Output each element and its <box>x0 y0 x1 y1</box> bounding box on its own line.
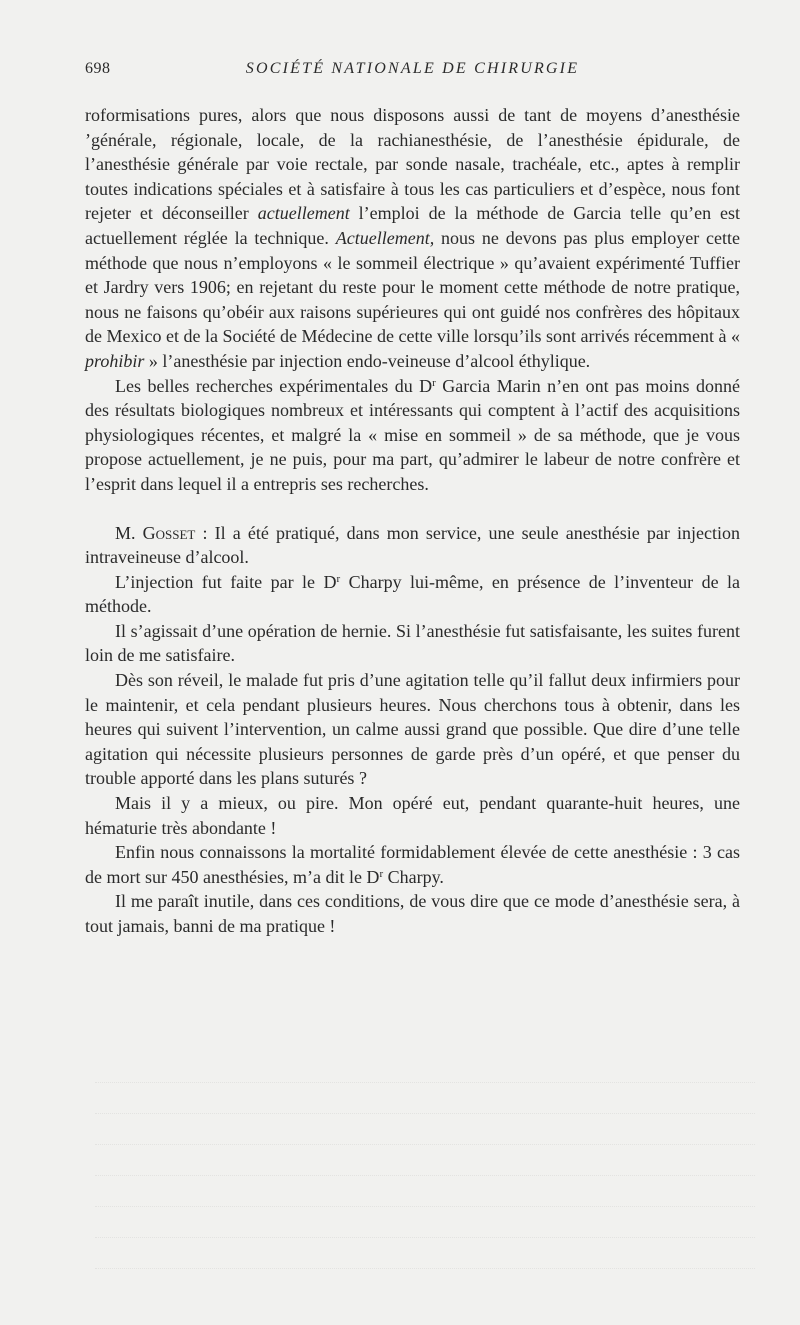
emphasis-actuellement-2: Actuellement, <box>335 227 435 248</box>
bleed-through-texture <box>95 1060 755 1270</box>
speaker-name: M. Gosset <box>115 522 196 543</box>
paragraph-8: Enfin nous connaissons la mortalité formidablement élevée de cette anesthésie : 3 cas de mort sur 450 anesthésies, m’a dit le $D^r$ Charpy. <box>85 842 740 887</box>
paragraph-gosset: M. Gosset : Il a été pratiqué, dans mon service, une seule anesthésie par injection intraveineuse d’alcool. <box>85 522 740 568</box>
emphasis-prohibir: prohibir <box>85 350 145 371</box>
paragraph-2: Les belles recherches expérimentales du $D^r$ Garcia Marin n’en ont pas moins donné des résultats biologiques nombreux et intéressants qui comptent à l’actif des acquisitions physiologiques récentes, et malgré la « mise en sommeil » de sa méthode, que je vous propose actuellement, je ne puis, pour ma part, qu’admirer le labeur de notre confrère et l’esprit dans lequel il a entrepris ses recherches. <box>85 375 740 494</box>
running-header <box>85 60 740 84</box>
paragraph-1: roformisations pures, alors que nous disposons aussi de tant de moyens d’anesthésie ʼgénérale, régionale, locale, de la rachianesthésie, de l’anesthésie épidurale, de l’anesthésie générale par voie rectale, par sonde nasale, trachéale, etc., aptes à remplir toutes indications spéciales et à satisfaire à tous les cas particuliers et d’espèce, nous font rejeter et déconseiller actuellement l’emploi de la méthode de Garcia telle qu’en est actuellement réglée la technique. Actuellement, nous ne devons pas plus employer cette méthode que nous n’employons « le sommeil électrique » qu’avaient expérimenté Tuffier et Jardry vers 1906; en rejetant du reste pour le moment cette méthode de notre pratique, nous ne faisons qu’obéir aux raisons supérieures qui ont guidé nos confrères des hôpitaux de Mexico et de la Société de Médecine de cette ville lorsqu’ils sont arrivés récemment à « prohibir » l’anesthésie par injection endo-veineuse d’alcool éthylique. <box>85 105 741 371</box>
page-number: 698 <box>85 60 111 77</box>
section-gap <box>85 497 740 521</box>
paragraph-4: L’injection fut faite par le $D^r$ Charpy lui-même, en présence de l’inventeur de la méthode. <box>85 571 740 617</box>
paragraph-6: Dès son réveil, le malade fut pris d’une agitation telle qu’il fallut deux infirmiers pour le maintenir, et cela pendant plusieurs heures. Nous cherchons tous à obtenir, dans les heures qui suivent l’intervention, un calme aussi grand que possible. Que dire d’une telle agitation qui nécessite plusieurs personnes de garde près d’un opéré, et que penser du trouble apporté dans les plans suturés ? <box>85 670 740 789</box>
paragraph-5: Il s’agissait d’une opération de hernie. Si l’anesthésie fut satisfaisante, les suites furent loin de me satisfaire. <box>85 620 740 666</box>
paragraph-9: Il me paraît inutile, dans ces conditions, de vous dire que ce mode d’anesthésie sera, à tout jamais, banni de ma pratique ! <box>85 891 740 936</box>
running-title: SOCIÉTÉ NATIONALE DE CHIRURGIE <box>245 60 580 77</box>
emphasis-actuellement: actuellement <box>257 203 350 224</box>
body-text <box>85 103 740 939</box>
paragraph-7: Mais il y a mieux, ou pire. Mon opéré eut, pendant quarante-huit heures, une hématurie très abondante ! <box>85 793 740 838</box>
